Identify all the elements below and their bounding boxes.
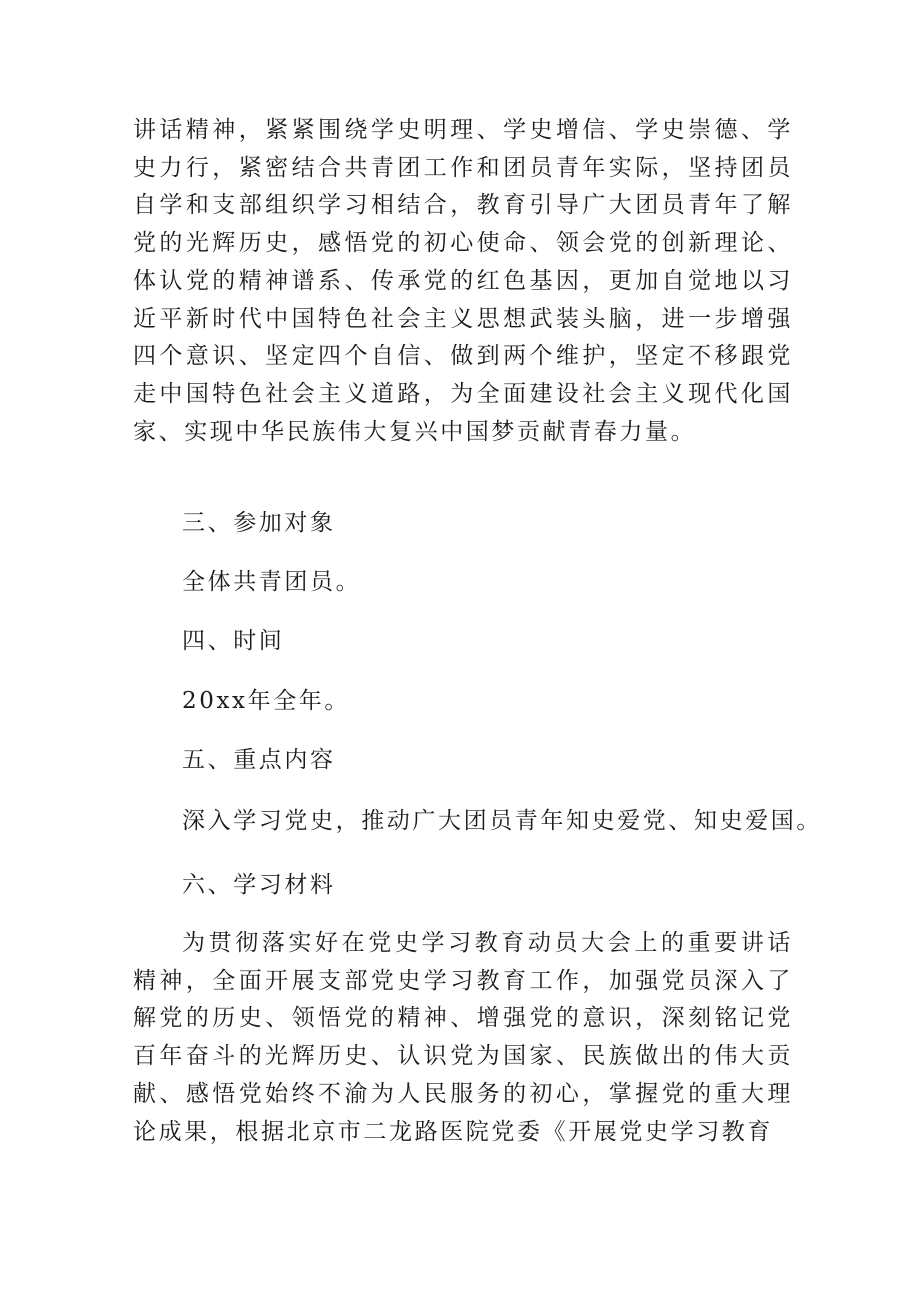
section-5-heading: 五、重点内容 (182, 747, 336, 773)
section-5-body: 深入学习党史，推动广大团员青年知史爱党、知史爱国。 (182, 808, 822, 834)
paragraph-continued: 讲话精神，紧紧围绕学史明理、学史增信、学史崇德、学史力行，紧密结合共青团工作和团员青年实际，坚持团员自学和支部组织学习相结合，教育引导广大团员青年了解党的光辉历史，感悟党的初心使命、领会党的创新理论、体认党的精神谱系、传承党的红色基因，更加自觉地以习近平新时代中国特色社会主义思想武装头脑，进一步增强四个意识、坚定四个自信、做到两个维护，坚定不移跟党走中国特色社会主义道路，为全面建设社会主义现代化国家、实现中华民族伟大复兴中国梦贡献青春力量。 (133, 117, 793, 445)
section-6-heading: 六、学习材料 (182, 872, 336, 898)
section-6-body: 为贯彻落实好在党史学习教育动员大会上的重要讲话精神，全面开展支部党史学习教育工作，加强党员深入了解党的历史、领悟党的精神、增强党的意识，深刻铭记党百年奋斗的光辉历史、认识党为国家、民族做出的伟大贡献、感悟党始终不渝为人民服务的初心，掌握党的重大理论成果，根据北京市二龙路医院党委《开展党史学习教育 (133, 930, 793, 1145)
section-3-body: 全体共青团员。 (182, 569, 362, 595)
section-4-body: 20xx年全年。 (182, 688, 351, 714)
section-4-heading: 四、时间 (182, 628, 285, 654)
section-3-heading: 三、参加对象 (182, 510, 336, 536)
